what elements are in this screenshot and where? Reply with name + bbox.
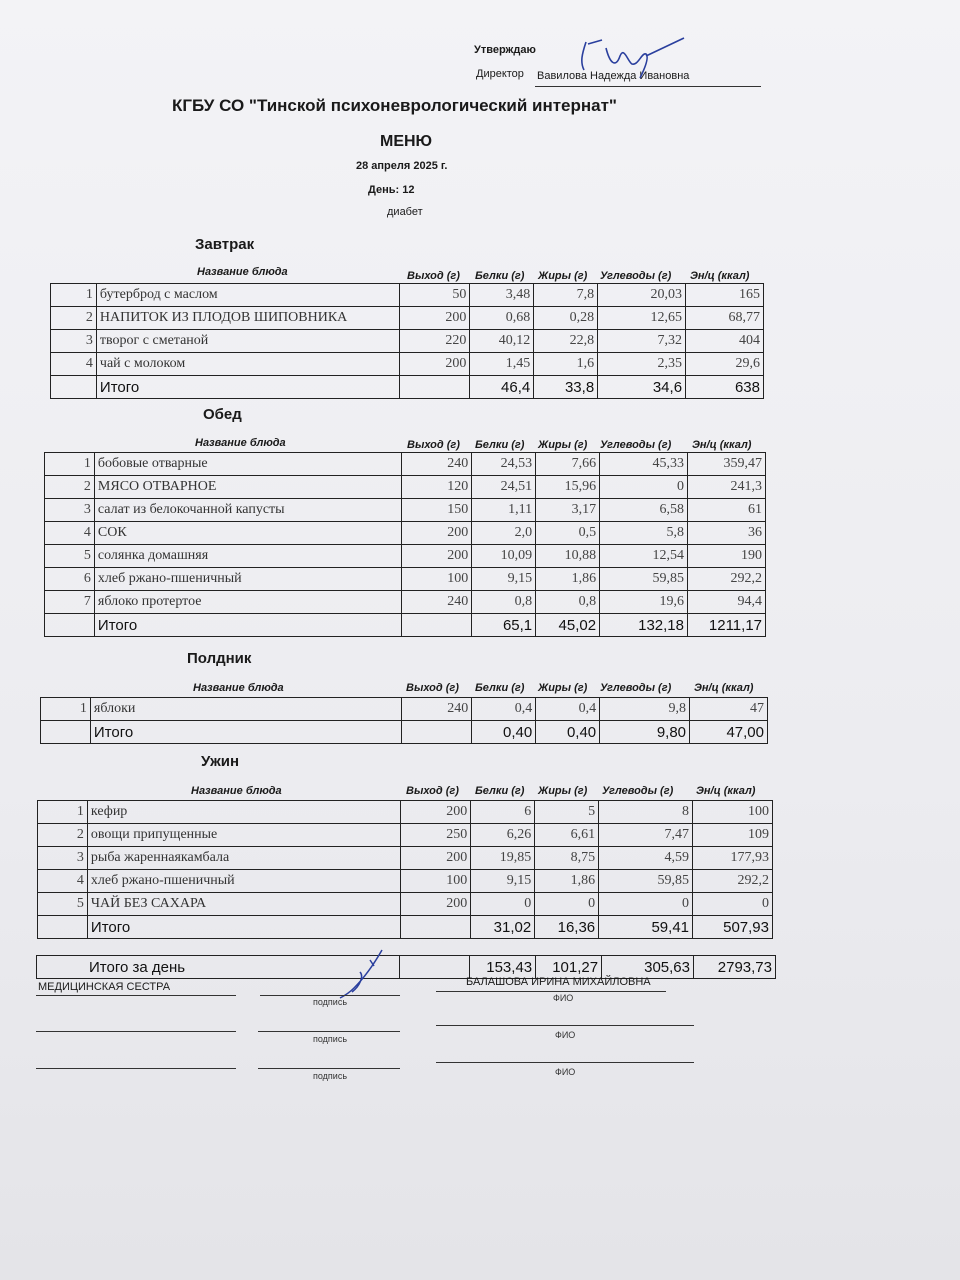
fat-cell: 15,96 <box>536 476 600 499</box>
energy-cell: 190 <box>688 545 766 568</box>
menu-day: День: 12 <box>368 184 415 196</box>
nurse-role: МЕДИЦИНСКАЯ СЕСТРА <box>38 981 171 993</box>
fio-caption: ФИО <box>555 1067 576 1077</box>
table-row <box>45 476 766 499</box>
col-carbs: Углеводы (г) <box>600 439 672 451</box>
table-row <box>51 353 764 376</box>
row-index: 3 <box>51 330 97 353</box>
row-index: 2 <box>45 476 95 499</box>
dish-name: рыба жареннаякамбала <box>87 847 400 870</box>
row-index: 2 <box>51 307 97 330</box>
menu-diet: диабет <box>387 206 423 218</box>
col-carbs: Углеводы (г) <box>600 682 672 694</box>
role-line <box>36 1068 236 1069</box>
sign-line <box>260 995 400 996</box>
table-row <box>45 522 766 545</box>
table-row <box>45 499 766 522</box>
table-row <box>45 453 766 476</box>
carbs-cell: 7,32 <box>598 330 686 353</box>
energy-cell: 47 <box>690 698 768 721</box>
row-index: 2 <box>38 824 88 847</box>
carbs-cell: 6,58 <box>600 499 688 522</box>
fat-cell: 3,17 <box>536 499 600 522</box>
row-index: 1 <box>51 284 97 307</box>
protein-cell: 10,09 <box>472 545 536 568</box>
col-yield: Выход (г) <box>407 439 460 451</box>
table-row <box>38 801 773 824</box>
total-energy: 638 <box>686 376 764 399</box>
dish-name: бутерброд с маслом <box>96 284 400 307</box>
protein-cell: 0,8 <box>472 591 536 614</box>
col-name: Название блюда <box>197 266 288 278</box>
col-protein: Белки (г) <box>475 270 525 282</box>
total-carbs: 59,41 <box>599 916 693 939</box>
row-index: 4 <box>45 522 95 545</box>
yield-cell: 240 <box>402 591 472 614</box>
day-total-carbs: 305,63 <box>602 956 694 979</box>
director-name: Вавилова Надежда Ивановна <box>537 70 690 82</box>
col-energy: Эн/ц (ккал) <box>692 439 752 451</box>
col-name: Название блюда <box>193 682 284 694</box>
dish-name: творог с сметаной <box>96 330 400 353</box>
yield-cell: 200 <box>400 353 470 376</box>
total-label: Итого <box>96 376 400 399</box>
col-name: Название блюда <box>191 785 282 797</box>
table-dinner <box>37 800 773 939</box>
dish-name: яблоко протертое <box>94 591 401 614</box>
energy-cell: 292,2 <box>693 870 773 893</box>
total-carbs: 34,6 <box>598 376 686 399</box>
col-protein: Белки (г) <box>475 785 525 797</box>
total-fat: 45,02 <box>536 614 600 637</box>
sign-caption: подпись <box>313 997 348 1007</box>
total-row <box>41 721 768 744</box>
protein-cell: 0 <box>471 893 535 916</box>
protein-cell: 9,15 <box>471 870 535 893</box>
sign-caption: подпись <box>313 1034 348 1044</box>
nurse-name: БАЛАШОВА ИРИНА МИХАЙЛОВНА <box>466 976 651 988</box>
yield-cell: 240 <box>402 698 472 721</box>
carbs-cell: 4,59 <box>599 847 693 870</box>
col-carbs: Углеводы (г) <box>600 270 672 282</box>
table-row <box>51 284 764 307</box>
carbs-cell: 59,85 <box>599 870 693 893</box>
protein-cell: 3,48 <box>470 284 534 307</box>
day-total-row <box>37 956 776 979</box>
fat-cell: 7,66 <box>536 453 600 476</box>
energy-cell: 61 <box>688 499 766 522</box>
org-title: КГБУ СО "Тинской психоневрологический интернат" <box>172 96 617 115</box>
table-row <box>38 847 773 870</box>
sign-line <box>258 1068 400 1069</box>
fat-cell: 0,5 <box>536 522 600 545</box>
row-index: 7 <box>45 591 95 614</box>
carbs-cell: 59,85 <box>600 568 688 591</box>
dish-name: бобовые отварные <box>94 453 401 476</box>
yield-cell: 200 <box>402 522 472 545</box>
protein-cell: 19,85 <box>471 847 535 870</box>
dish-name: МЯСО ОТВАРНОЕ <box>94 476 401 499</box>
menu-title: МЕНЮ <box>380 133 433 150</box>
fat-cell: 7,8 <box>534 284 598 307</box>
total-carbs: 9,80 <box>600 721 690 744</box>
total-label: Итого <box>87 916 400 939</box>
energy-cell: 100 <box>693 801 773 824</box>
total-protein: 0,40 <box>472 721 536 744</box>
fio-line <box>436 991 666 992</box>
col-energy: Эн/ц (ккал) <box>690 270 750 282</box>
protein-cell: 0,68 <box>470 307 534 330</box>
total-energy: 507,93 <box>693 916 773 939</box>
protein-cell: 9,15 <box>472 568 536 591</box>
table-row <box>38 870 773 893</box>
energy-cell: 68,77 <box>686 307 764 330</box>
row-index: 1 <box>45 453 95 476</box>
table-lunch <box>44 452 766 637</box>
yield-cell: 120 <box>402 476 472 499</box>
col-fat: Жиры (г) <box>538 682 588 694</box>
col-fat: Жиры (г) <box>538 439 588 451</box>
col-fat: Жиры (г) <box>538 270 588 282</box>
sign-line <box>258 1031 400 1032</box>
energy-cell: 292,2 <box>688 568 766 591</box>
fio-line <box>436 1025 694 1026</box>
row-index: 3 <box>45 499 95 522</box>
protein-cell: 0,4 <box>472 698 536 721</box>
table-row <box>45 545 766 568</box>
fio-caption: ФИО <box>555 1030 576 1040</box>
nurse-signature <box>330 946 390 1002</box>
table-row <box>38 893 773 916</box>
fat-cell: 5 <box>535 801 599 824</box>
table-row <box>51 307 764 330</box>
table-row <box>41 698 768 721</box>
row-index: 1 <box>41 698 91 721</box>
protein-cell: 2,0 <box>472 522 536 545</box>
fio-caption: ФИО <box>553 993 574 1003</box>
protein-cell: 40,12 <box>470 330 534 353</box>
energy-cell: 94,4 <box>688 591 766 614</box>
yield-cell: 220 <box>400 330 470 353</box>
carbs-cell: 19,6 <box>600 591 688 614</box>
total-label: Итого <box>94 614 401 637</box>
total-energy: 47,00 <box>690 721 768 744</box>
fat-cell: 0,4 <box>536 698 600 721</box>
energy-cell: 359,47 <box>688 453 766 476</box>
dish-name: яблоки <box>90 698 401 721</box>
carbs-cell: 0 <box>599 893 693 916</box>
total-fat: 0,40 <box>536 721 600 744</box>
dish-name: СОК <box>94 522 401 545</box>
row-index: 5 <box>38 893 88 916</box>
dish-name: хлеб ржано-пшеничный <box>87 870 400 893</box>
dish-name: кефир <box>87 801 400 824</box>
total-protein: 65,1 <box>472 614 536 637</box>
total-row <box>45 614 766 637</box>
col-fat: Жиры (г) <box>538 785 588 797</box>
carbs-cell: 9,8 <box>600 698 690 721</box>
table-snack <box>40 697 768 744</box>
yield-cell: 200 <box>400 307 470 330</box>
carbs-cell: 2,35 <box>598 353 686 376</box>
section-title-lunch: Обед <box>203 406 242 423</box>
col-yield: Выход (г) <box>406 682 459 694</box>
col-energy: Эн/ц (ккал) <box>696 785 756 797</box>
dish-name: чай с молоком <box>96 353 400 376</box>
energy-cell: 36 <box>688 522 766 545</box>
row-index: 5 <box>45 545 95 568</box>
yield-cell: 240 <box>402 453 472 476</box>
section-title-dinner: Ужин <box>201 753 240 770</box>
yield-cell: 200 <box>402 545 472 568</box>
row-index: 6 <box>45 568 95 591</box>
carbs-cell: 7,47 <box>599 824 693 847</box>
energy-cell: 0 <box>693 893 773 916</box>
col-yield: Выход (г) <box>407 270 460 282</box>
yield-cell: 100 <box>402 568 472 591</box>
protein-cell: 6 <box>471 801 535 824</box>
total-label: Итого <box>90 721 401 744</box>
col-carbs: Углеводы (г) <box>602 785 674 797</box>
yield-cell: 100 <box>401 870 471 893</box>
carbs-cell: 20,03 <box>598 284 686 307</box>
dish-name: НАПИТОК ИЗ ПЛОДОВ ШИПОВНИКА <box>96 307 400 330</box>
day-total-label: Итого за день <box>37 956 400 979</box>
approve-label: Утверждаю <box>474 44 536 56</box>
menu-date: 28 апреля 2025 г. <box>356 160 448 172</box>
dish-name: хлеб ржано-пшеничный <box>94 568 401 591</box>
col-name: Название блюда <box>195 437 286 449</box>
protein-cell: 24,51 <box>472 476 536 499</box>
section-title-breakfast: Завтрак <box>195 236 255 253</box>
table-row <box>45 591 766 614</box>
fat-cell: 1,6 <box>534 353 598 376</box>
fat-cell: 8,75 <box>535 847 599 870</box>
col-protein: Белки (г) <box>475 682 525 694</box>
fat-cell: 22,8 <box>534 330 598 353</box>
total-protein: 31,02 <box>471 916 535 939</box>
fio-line <box>436 1062 694 1063</box>
sign-caption: подпись <box>313 1071 348 1081</box>
col-yield: Выход (г) <box>406 785 459 797</box>
total-fat: 16,36 <box>535 916 599 939</box>
total-row <box>51 376 764 399</box>
energy-cell: 165 <box>686 284 764 307</box>
day-total-energy: 2793,73 <box>694 956 776 979</box>
energy-cell: 109 <box>693 824 773 847</box>
table-row <box>45 568 766 591</box>
total-row <box>38 916 773 939</box>
protein-cell: 1,45 <box>470 353 534 376</box>
energy-cell: 177,93 <box>693 847 773 870</box>
carbs-cell: 5,8 <box>600 522 688 545</box>
total-protein: 46,4 <box>470 376 534 399</box>
carbs-cell: 12,54 <box>600 545 688 568</box>
col-energy: Эн/ц (ккал) <box>694 682 754 694</box>
row-index: 1 <box>38 801 88 824</box>
dish-name: овощи припущенные <box>87 824 400 847</box>
yield-cell: 200 <box>401 893 471 916</box>
table-row <box>38 824 773 847</box>
yield-cell: 200 <box>401 801 471 824</box>
protein-cell: 6,26 <box>471 824 535 847</box>
energy-cell: 241,3 <box>688 476 766 499</box>
carbs-cell: 12,65 <box>598 307 686 330</box>
total-energy: 1211,17 <box>688 614 766 637</box>
table-breakfast <box>50 283 764 399</box>
fat-cell: 1,86 <box>536 568 600 591</box>
protein-cell: 1,11 <box>472 499 536 522</box>
row-index: 4 <box>38 870 88 893</box>
role-line <box>36 995 236 996</box>
director-label: Директор <box>476 68 524 80</box>
day-total-fat: 101,27 <box>536 956 602 979</box>
director-sign-line <box>535 86 761 87</box>
dish-name: ЧАЙ БЕЗ САХАРА <box>87 893 400 916</box>
table-row <box>51 330 764 353</box>
table-day-total <box>36 955 776 979</box>
fat-cell: 0 <box>535 893 599 916</box>
row-index: 3 <box>38 847 88 870</box>
dish-name: салат из белокочанной капусты <box>94 499 401 522</box>
section-title-snack: Полдник <box>187 650 252 667</box>
row-index: 4 <box>51 353 97 376</box>
carbs-cell: 8 <box>599 801 693 824</box>
energy-cell: 29,6 <box>686 353 764 376</box>
protein-cell: 24,53 <box>472 453 536 476</box>
yield-cell: 200 <box>401 847 471 870</box>
energy-cell: 404 <box>686 330 764 353</box>
carbs-cell: 45,33 <box>600 453 688 476</box>
total-fat: 33,8 <box>534 376 598 399</box>
fat-cell: 0,28 <box>534 307 598 330</box>
fat-cell: 0,8 <box>536 591 600 614</box>
carbs-cell: 0 <box>600 476 688 499</box>
fat-cell: 1,86 <box>535 870 599 893</box>
yield-cell: 150 <box>402 499 472 522</box>
fat-cell: 10,88 <box>536 545 600 568</box>
total-carbs: 132,18 <box>600 614 688 637</box>
director-signature <box>572 34 692 84</box>
role-line <box>36 1031 236 1032</box>
yield-cell: 50 <box>400 284 470 307</box>
col-protein: Белки (г) <box>475 439 525 451</box>
yield-cell: 250 <box>401 824 471 847</box>
fat-cell: 6,61 <box>535 824 599 847</box>
dish-name: солянка домашняя <box>94 545 401 568</box>
day-total-protein: 153,43 <box>470 956 536 979</box>
